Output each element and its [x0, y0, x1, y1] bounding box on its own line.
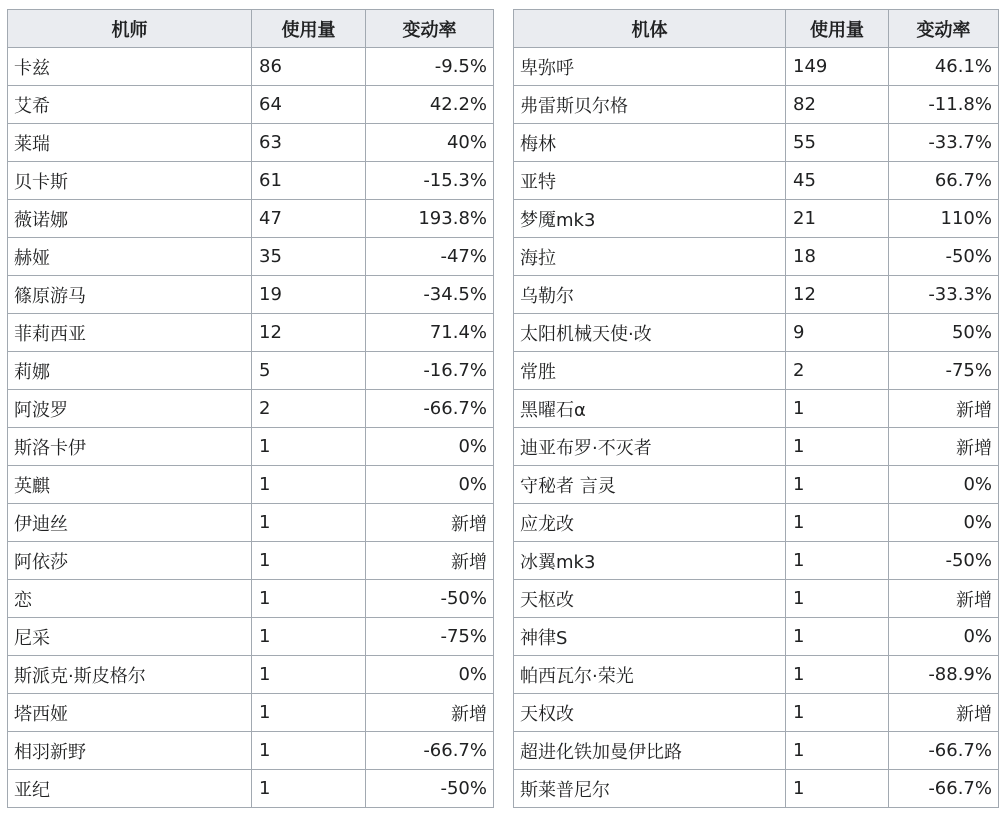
mech-usage-cell: 1 [786, 656, 889, 694]
mech-name-cell: 海拉 [514, 238, 786, 276]
pilot-change-cell: 0% [366, 466, 494, 504]
mech-name-cell: 乌勒尔 [514, 276, 786, 314]
pilot-row [8, 352, 494, 390]
mech-row [514, 352, 999, 390]
pilot-name-cell: 阿波罗 [8, 390, 252, 428]
mech-name-cell: 梦魇mk3 [514, 200, 786, 238]
pilot-name-cell: 斯洛卡伊 [8, 428, 252, 466]
mech-change-cell: -66.7% [889, 732, 999, 770]
mech-name-cell: 天枢改 [514, 580, 786, 618]
pilot-row [8, 200, 494, 238]
mech-row [514, 656, 999, 694]
pilot-usage-cell: 1 [252, 504, 366, 542]
pilot-usage-cell: 19 [252, 276, 366, 314]
mech-name-cell: 亚特 [514, 162, 786, 200]
pilot-row [8, 656, 494, 694]
pilot-change-cell: -34.5% [366, 276, 494, 314]
mech-usage-header: 使用量 [786, 10, 889, 48]
pilot-row [8, 428, 494, 466]
mech-row [514, 732, 999, 770]
mech-change-cell: -66.7% [889, 770, 999, 808]
pilot-name-cell: 赫娅 [8, 238, 252, 276]
pilot-usage-header: 使用量 [252, 10, 366, 48]
pilot-name-cell: 恋 [8, 580, 252, 618]
pilot-change-header: 变动率 [366, 10, 494, 48]
mech-change-cell: 50% [889, 314, 999, 352]
pilot-change-cell: 71.4% [366, 314, 494, 352]
pilot-usage-cell: 47 [252, 200, 366, 238]
pilot-name-cell: 尼采 [8, 618, 252, 656]
pilot-change-cell: -50% [366, 770, 494, 808]
pilot-change-cell: 新增 [366, 542, 494, 580]
mech-usage-cell: 21 [786, 200, 889, 238]
mech-usage-cell: 1 [786, 542, 889, 580]
mech-name-cell: 天权改 [514, 694, 786, 732]
mech-change-cell: -50% [889, 542, 999, 580]
mech-change-cell: 新增 [889, 694, 999, 732]
mech-usage-cell: 149 [786, 48, 889, 86]
pilot-usage-cell: 2 [252, 390, 366, 428]
pilot-row [8, 466, 494, 504]
mech-change-cell: -11.8% [889, 86, 999, 124]
pilot-usage-table [7, 9, 494, 808]
pilot-change-cell: -50% [366, 580, 494, 618]
pilot-usage-cell: 64 [252, 86, 366, 124]
pilot-name-cell: 卡兹 [8, 48, 252, 86]
pilot-change-cell: 0% [366, 428, 494, 466]
mech-usage-cell: 1 [786, 732, 889, 770]
mech-name-cell: 卑弥呼 [514, 48, 786, 86]
pilot-change-cell: 新增 [366, 504, 494, 542]
mech-change-cell: 0% [889, 466, 999, 504]
mech-name-cell: 冰翼mk3 [514, 542, 786, 580]
mech-row [514, 694, 999, 732]
pilot-row [8, 86, 494, 124]
pilot-name-cell: 英麒 [8, 466, 252, 504]
pilot-usage-cell: 1 [252, 542, 366, 580]
pilot-usage-cell: 86 [252, 48, 366, 86]
mech-usage-cell: 1 [786, 770, 889, 808]
pilot-change-cell: -66.7% [366, 390, 494, 428]
mech-name-cell: 应龙改 [514, 504, 786, 542]
pilot-usage-cell: 1 [252, 618, 366, 656]
pilot-row [8, 504, 494, 542]
mech-usage-cell: 45 [786, 162, 889, 200]
pilot-row [8, 162, 494, 200]
pilot-row [8, 580, 494, 618]
mech-name-cell: 太阳机械天使·改 [514, 314, 786, 352]
pilot-name-header: 机师 [8, 10, 252, 48]
mech-change-cell: -33.7% [889, 124, 999, 162]
pilot-usage-cell: 1 [252, 428, 366, 466]
pilot-change-cell: 0% [366, 656, 494, 694]
pilot-name-cell: 篠原游马 [8, 276, 252, 314]
mech-change-cell: 66.7% [889, 162, 999, 200]
pilot-usage-cell: 1 [252, 466, 366, 504]
mech-row [514, 504, 999, 542]
pilot-row [8, 618, 494, 656]
mech-change-cell: -75% [889, 352, 999, 390]
mech-header-row [514, 10, 999, 48]
pilot-row [8, 238, 494, 276]
pilot-change-cell: -9.5% [366, 48, 494, 86]
mech-usage-table [513, 9, 999, 808]
mech-change-cell: 46.1% [889, 48, 999, 86]
mech-row [514, 618, 999, 656]
pilot-name-cell: 薇诺娜 [8, 200, 252, 238]
pilot-change-cell: 193.8% [366, 200, 494, 238]
pilot-usage-cell: 5 [252, 352, 366, 390]
mech-change-cell: -88.9% [889, 656, 999, 694]
mech-row [514, 48, 999, 86]
mech-change-header: 变动率 [889, 10, 999, 48]
mech-row [514, 124, 999, 162]
mech-usage-cell: 2 [786, 352, 889, 390]
pilot-change-cell: -15.3% [366, 162, 494, 200]
mech-usage-cell: 1 [786, 580, 889, 618]
mech-row [514, 238, 999, 276]
pilot-usage-cell: 1 [252, 656, 366, 694]
pilot-name-cell: 塔西娅 [8, 694, 252, 732]
mech-usage-cell: 1 [786, 466, 889, 504]
mech-row [514, 276, 999, 314]
pilot-name-cell: 亚纪 [8, 770, 252, 808]
pilot-row [8, 390, 494, 428]
pilot-header-row [8, 10, 494, 48]
mech-change-cell: 0% [889, 504, 999, 542]
pilot-row [8, 48, 494, 86]
pilot-row [8, 276, 494, 314]
mech-name-cell: 迪亚布罗·不灭者 [514, 428, 786, 466]
pilot-name-cell: 贝卡斯 [8, 162, 252, 200]
mech-row [514, 580, 999, 618]
mech-change-cell: 0% [889, 618, 999, 656]
mech-name-cell: 超进化铁加曼伊比路 [514, 732, 786, 770]
mech-name-cell: 帕西瓦尔·荣光 [514, 656, 786, 694]
mech-change-cell: 新增 [889, 580, 999, 618]
mech-usage-cell: 9 [786, 314, 889, 352]
pilot-name-cell: 艾希 [8, 86, 252, 124]
mech-change-cell: -50% [889, 238, 999, 276]
pilot-row [8, 314, 494, 352]
pilot-change-cell: -66.7% [366, 732, 494, 770]
mech-usage-cell: 55 [786, 124, 889, 162]
pilot-change-cell: 40% [366, 124, 494, 162]
pilot-usage-cell: 35 [252, 238, 366, 276]
mech-name-cell: 神律S [514, 618, 786, 656]
pilot-usage-cell: 63 [252, 124, 366, 162]
pilot-name-cell: 莱瑞 [8, 124, 252, 162]
pilot-row [8, 770, 494, 808]
mech-name-header: 机体 [514, 10, 786, 48]
mech-usage-cell: 1 [786, 504, 889, 542]
pilot-name-cell: 相羽新野 [8, 732, 252, 770]
mech-row [514, 86, 999, 124]
pilot-name-cell: 伊迪丝 [8, 504, 252, 542]
mech-usage-cell: 18 [786, 238, 889, 276]
mech-change-cell: 110% [889, 200, 999, 238]
mech-usage-cell: 1 [786, 618, 889, 656]
mech-usage-cell: 1 [786, 390, 889, 428]
pilot-name-cell: 阿依莎 [8, 542, 252, 580]
pilot-usage-cell: 61 [252, 162, 366, 200]
pilot-change-cell: -47% [366, 238, 494, 276]
pilot-change-cell: -16.7% [366, 352, 494, 390]
pilot-name-cell: 菲莉西亚 [8, 314, 252, 352]
mech-usage-cell: 1 [786, 694, 889, 732]
pilot-usage-cell: 12 [252, 314, 366, 352]
pilot-usage-cell: 1 [252, 732, 366, 770]
mech-name-cell: 斯莱普尼尔 [514, 770, 786, 808]
mech-row [514, 542, 999, 580]
pilot-usage-cell: 1 [252, 770, 366, 808]
mech-name-cell: 黑曜石α [514, 390, 786, 428]
pilot-row [8, 694, 494, 732]
pilot-row [8, 542, 494, 580]
mech-usage-cell: 12 [786, 276, 889, 314]
mech-row [514, 162, 999, 200]
pilot-row [8, 124, 494, 162]
pilot-change-cell: 42.2% [366, 86, 494, 124]
mech-name-cell: 梅林 [514, 124, 786, 162]
mech-usage-cell: 1 [786, 428, 889, 466]
pilot-change-cell: -75% [366, 618, 494, 656]
mech-row [514, 314, 999, 352]
pilot-change-cell: 新增 [366, 694, 494, 732]
mech-row [514, 200, 999, 238]
pilot-name-cell: 莉娜 [8, 352, 252, 390]
mech-name-cell: 常胜 [514, 352, 786, 390]
pilot-row [8, 732, 494, 770]
mech-change-cell: 新增 [889, 428, 999, 466]
mech-change-cell: -33.3% [889, 276, 999, 314]
mech-name-cell: 弗雷斯贝尔格 [514, 86, 786, 124]
mech-usage-cell: 82 [786, 86, 889, 124]
mech-name-cell: 守秘者 言灵 [514, 466, 786, 504]
mech-row [514, 466, 999, 504]
pilot-usage-cell: 1 [252, 694, 366, 732]
pilot-usage-cell: 1 [252, 580, 366, 618]
mech-row [514, 428, 999, 466]
mech-change-cell: 新增 [889, 390, 999, 428]
mech-row [514, 770, 999, 808]
mech-row [514, 390, 999, 428]
pilot-name-cell: 斯派克·斯皮格尔 [8, 656, 252, 694]
